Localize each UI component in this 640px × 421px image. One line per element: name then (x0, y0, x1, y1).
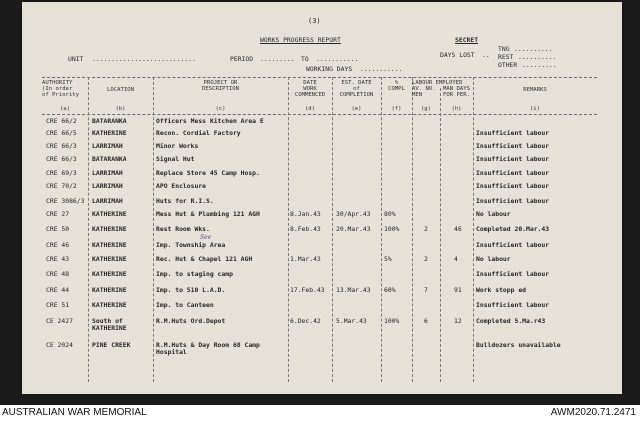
cell-location: KATHERINE (92, 255, 127, 263)
col-header-remarks: REMARKS (523, 87, 547, 93)
cell-project: Mess Hut & Plumbing 121 AGH (156, 210, 260, 218)
col-header-man-days: MAN DAYS FOR PER. (443, 86, 470, 99)
cell-man-days: 91 (454, 286, 462, 294)
cell-location: KATHERINE (92, 210, 127, 218)
period-label: PERIOD (230, 55, 254, 63)
col-letter-f: (f) (391, 106, 402, 112)
cell-date-commenced: 17.Feb.43 (290, 286, 325, 294)
cell-remarks: No labour (476, 210, 511, 218)
col-letter-h: (h) (451, 106, 462, 112)
working-days-dots: ........... (360, 65, 403, 73)
cell-remarks: Insufficient labour (476, 301, 550, 309)
col-header-location: LOCATION (107, 87, 134, 93)
cell-location: KATHERINE (92, 286, 127, 294)
cell-project: R.M.Huts & Day Room 68 Camp Hospital (156, 341, 260, 356)
column-divider (288, 77, 289, 382)
cell-authority: CRE 70/2 (46, 182, 77, 190)
cell-avg-men: 7 (424, 286, 428, 294)
cell-percent-complete: 100% (384, 225, 400, 233)
col-letter-a: (a) (59, 106, 71, 112)
cell-date-commenced: 8.Jan.43 (290, 210, 321, 218)
days-lost-dots: .. (482, 51, 490, 59)
cell-authority: CRE 27 (46, 210, 70, 218)
cell-authority: CRE 48 (46, 270, 70, 278)
col-letter-i: (i) (529, 106, 541, 112)
cell-man-days: 4 (454, 255, 458, 263)
column-divider (412, 77, 413, 382)
cell-location: KATHERINE (92, 270, 127, 278)
cell-remarks: Insufficient labour (476, 129, 550, 137)
cell-remarks: Insufficient labour (476, 241, 550, 249)
rest-label: REST (498, 53, 514, 61)
cell-project: R.M.Huts Ord.Depot (156, 317, 226, 325)
cell-percent-complete: 5% (384, 255, 392, 263)
cell-project: Imp. to staging camp (156, 270, 233, 278)
col-header-authority: AUTHORITY (In order of Priority (42, 80, 80, 99)
cell-location: PINE CREEK (92, 341, 131, 349)
cell-remarks: Work stopp ed (476, 286, 527, 294)
to-dots: ........... (316, 55, 359, 63)
other-dots: ......... (522, 61, 557, 69)
col-header-project: PROJECT OR DESCRIPTION (201, 80, 240, 93)
cell-authority: CRE 3086/3 (46, 197, 85, 205)
cell-percent-complete: 100% (384, 317, 400, 325)
tng-dots: .......... (514, 45, 553, 53)
cell-project: Signal Hut (156, 155, 195, 163)
cell-authority: CRE 43 (46, 255, 70, 263)
cell-avg-men: 2 (424, 255, 428, 263)
cell-remarks: Insufficient labour (476, 155, 550, 163)
col-letter-g: (g) (420, 106, 432, 112)
cell-est-completion: 13.Mar.43 (336, 286, 371, 294)
table-top-rule (42, 77, 597, 78)
cell-est-completion: 5.Mar.43 (336, 317, 367, 325)
col-letter-b: (b) (115, 106, 126, 112)
cell-authority: CE 2024 (46, 341, 73, 349)
col-letter-d: (d) (304, 106, 316, 112)
footer-source: AUSTRALIAN WAR MEMORIAL (2, 407, 147, 418)
to-label: TO (301, 55, 309, 63)
cell-project: APO Enclosure (156, 182, 207, 190)
cell-location: KATHERINE (92, 129, 127, 137)
column-divider (381, 77, 382, 382)
col-letter-c: (c) (215, 106, 226, 112)
cell-avg-men: 6 (424, 317, 428, 325)
cell-percent-complete: 60% (384, 286, 396, 294)
cell-location: KATHERINE (92, 301, 127, 309)
column-divider (88, 77, 89, 382)
cell-remarks: Insufficient labour (476, 169, 550, 177)
header-bottom-rule (42, 114, 597, 115)
cell-est-completion: 20.Mar.43 (336, 225, 371, 233)
unit-label: UNIT (68, 55, 84, 63)
cell-project: Imp. Township Area (156, 241, 226, 249)
secret-stamp: SECRET (455, 36, 479, 44)
cell-project: Minor Works (156, 142, 199, 150)
cell-location: KATHERINE (92, 241, 127, 249)
footer-accession-number: AWM2020.71.2471 (550, 407, 636, 418)
cell-project: Recon. Cordial Factory (156, 129, 241, 137)
cell-project: Replace Store 45 Camp Hosp. (156, 169, 260, 177)
column-divider (473, 77, 474, 382)
cell-date-commenced: 6.Dec.42 (290, 317, 321, 325)
column-divider (153, 77, 154, 382)
cell-man-days: 46 (454, 225, 462, 233)
col-header-percent-complete: % COMPL (388, 80, 405, 93)
working-days-label: WORKING DAYS (306, 65, 353, 73)
cell-location: LARRIMAH (92, 142, 123, 150)
report-title: WORKS PROGRESS REPORT (260, 36, 341, 44)
cell-location: BATARANKA (92, 155, 127, 163)
cell-authority: CRE 66/3 (46, 155, 77, 163)
cell-project: Imp. to 510 L.A.D. (156, 286, 226, 294)
days-lost-label: DAYS LOST (440, 51, 475, 59)
cell-remarks: Completed 20.Mar.43 (476, 225, 550, 233)
cell-project: Imp. to Canteen (156, 301, 214, 309)
handwritten-annotation: See (200, 234, 212, 241)
col-letter-e: (e) (351, 106, 362, 112)
cell-authority: CRE 66/3 (46, 142, 77, 150)
cell-location: LARRIMAH (92, 182, 123, 190)
tng-label: TNG (498, 45, 510, 53)
cell-location: LARRIMAH (92, 169, 123, 177)
unit-dots: ........................... (92, 55, 196, 63)
cell-remarks: No labour (476, 255, 511, 263)
cell-authority: CRE 46 (46, 241, 70, 249)
cell-location: South of KATHERINE (92, 317, 127, 332)
col-header-labour-men: LABOUR EMPLOYED AV. NO. MEN (412, 80, 463, 99)
cell-remarks: Insufficient labour (476, 197, 550, 205)
cell-project: Rec. Hut & Chapel 121 AGH (156, 255, 253, 263)
cell-project: Officers Mess Kitchen Area E (156, 117, 264, 125)
page-marker: (3) (308, 17, 321, 25)
cell-remarks: Insufficient labour (476, 142, 550, 150)
cell-authority: CRE 69/3 (46, 169, 77, 177)
cell-authority: CRE 44 (46, 286, 70, 294)
rest-dots: .......... (518, 53, 557, 61)
column-divider (440, 88, 441, 382)
cell-authority: CRE 66/5 (46, 129, 77, 137)
cell-authority: CRE 66/2 (46, 117, 77, 125)
cell-est-completion: 30/Apr.43 (336, 210, 371, 218)
cell-remarks: Insufficient labour (476, 182, 550, 190)
cell-remarks: Insufficient labour (476, 270, 550, 278)
cell-avg-men: 2 (424, 225, 428, 233)
cell-location: KATHERINE (92, 225, 127, 233)
cell-project: Huts for R.I.S. (156, 197, 214, 205)
cell-authority: CRE 50 (46, 225, 70, 233)
cell-location: BATARANKA (92, 117, 127, 125)
cell-remarks: Bulldozers unavailable (476, 341, 561, 349)
cell-date-commenced: 1.Mar.43 (290, 255, 321, 263)
cell-man-days: 12 (454, 317, 462, 325)
other-label: OTHER (498, 61, 518, 69)
col-header-est-completion: EST. DATE of COMPLETION (339, 80, 374, 99)
column-divider (332, 77, 333, 382)
period-dots: ......... (260, 55, 295, 63)
cell-authority: CRE 51 (46, 301, 70, 309)
cell-percent-complete: 80% (384, 210, 396, 218)
cell-location: LARRIMAH (92, 197, 123, 205)
cell-date-commenced: 8.Feb.43 (290, 225, 321, 233)
col-header-date-commenced: DATE WORK COMMENCED (294, 80, 326, 99)
cell-remarks: Completed 5.Ma.r43 (476, 317, 546, 325)
cell-project: Rest Room Wks. (156, 225, 210, 233)
cell-authority: CE 2427 (46, 317, 73, 325)
